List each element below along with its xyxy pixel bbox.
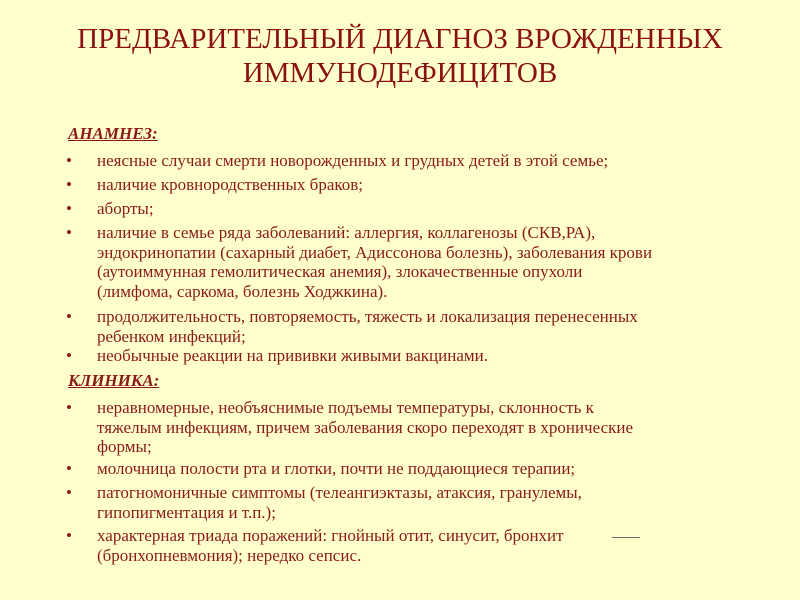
section-heading: АНАМНЕЗ: xyxy=(68,124,158,143)
bullet-icon: • xyxy=(66,223,72,242)
list-item-text xyxy=(97,223,786,301)
bullet-icon: • xyxy=(66,151,72,170)
bullet-icon: • xyxy=(66,307,72,326)
bullet-icon: • xyxy=(66,398,72,417)
text-line: характерная триада поражений: гнойный отит, синусит, бронхит xyxy=(97,526,564,545)
text-line: формы; xyxy=(97,437,152,456)
list-item xyxy=(66,346,786,366)
list-item-text xyxy=(97,526,786,565)
list-item xyxy=(66,223,786,301)
list-item xyxy=(66,175,786,195)
text-line: патогномоничные симптомы (телеангиэктазы, атаксия, гранулемы, xyxy=(97,483,582,502)
text-line: (бронхопневмония); нередко сепсис. xyxy=(97,545,362,565)
text-line: молочница полости рта и глотки, почти не поддающиеся терапии; xyxy=(97,459,576,478)
text-line: ребенком инфекций; xyxy=(97,326,246,346)
text-line: гипопигментация и т.п.); xyxy=(97,502,276,522)
list-item xyxy=(66,151,786,171)
text-line: тяжелым инфекциям, причем заболевания скоро переходят в хронические xyxy=(97,417,634,437)
bullet-icon: • xyxy=(66,483,72,502)
text-line: продолжительность, повторяемость, тяжесть и локализация перенесенных xyxy=(97,307,638,326)
slide-title xyxy=(0,22,800,90)
title-line: ИММУНОДЕФИЦИТОВ xyxy=(242,57,558,89)
text-line: (лимфома, саркома, болезнь Ходжкина). xyxy=(97,281,388,301)
text-line: неясные случаи смерти новорожденных и грудных детей в этой семье; xyxy=(97,151,609,170)
list-item-text xyxy=(97,307,786,346)
bullet-icon: • xyxy=(66,346,72,365)
list-item-text xyxy=(97,199,786,219)
bullet-icon: • xyxy=(66,459,72,478)
list-item xyxy=(66,459,786,479)
bullet-icon: • xyxy=(66,175,72,194)
list-item-text xyxy=(97,151,786,171)
text-line: аборты; xyxy=(97,199,154,218)
text-line: необычные реакции на прививки живыми вакцинами. xyxy=(97,346,488,365)
text-line: (аутоиммунная гемолитическая анемия), злокачественные опухоли xyxy=(97,262,583,281)
list-item-text xyxy=(97,459,786,479)
bullet-icon: • xyxy=(66,526,72,545)
decorative-line xyxy=(612,537,640,538)
list-item xyxy=(66,307,786,346)
section-heading: КЛИНИКА: xyxy=(68,371,160,390)
text-line: наличие кровнородственных браков; xyxy=(97,175,364,194)
list-item xyxy=(66,526,786,565)
list-item xyxy=(66,398,786,457)
list-item-text xyxy=(97,175,786,195)
title-line: ПРЕДВАРИТЕЛЬНЫЙ ДИАГНОЗ ВРОЖДЕННЫХ xyxy=(77,23,723,55)
list-item-text xyxy=(97,483,786,522)
bullet-icon: • xyxy=(66,199,72,218)
list-item-text xyxy=(97,346,786,366)
text-line: наличие в семье ряда заболеваний: аллергия, коллагенозы (СКВ,РА), xyxy=(97,223,596,242)
list-item-text xyxy=(97,398,786,457)
text-line: неравномерные, необъяснимые подъемы температуры, склонность к xyxy=(97,398,594,417)
list-item xyxy=(66,483,786,522)
list-item xyxy=(66,199,786,219)
text-line: эндокринопатии (сахарный диабет, Адиссонова болезнь), заболевания крови xyxy=(97,242,653,262)
